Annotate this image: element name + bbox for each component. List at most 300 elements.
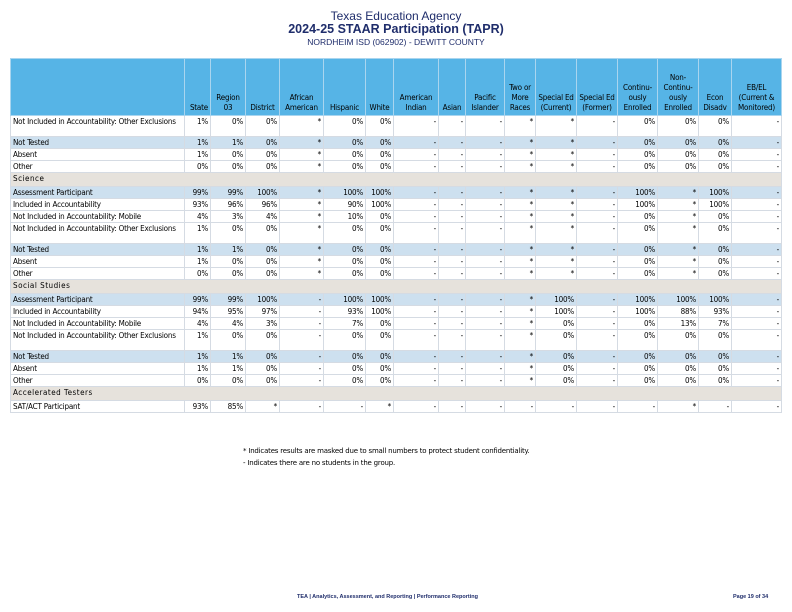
cell-value: 7%: [699, 318, 732, 330]
cell-value: 100%: [618, 187, 658, 199]
cell-value: -: [732, 256, 782, 268]
cell-value: *: [505, 199, 536, 211]
column-header: Two or More Races: [505, 59, 536, 116]
cell-value: -: [577, 137, 618, 149]
cell-value: -: [439, 244, 466, 256]
cell-value: 1%: [185, 149, 211, 161]
cell-value: 1%: [211, 363, 246, 375]
cell-value: -: [394, 199, 439, 211]
cell-value: 100%: [366, 306, 394, 318]
cell-value: -: [732, 137, 782, 149]
cell-value: 0%: [324, 244, 366, 256]
cell-value: -: [394, 256, 439, 268]
cell-value: *: [505, 244, 536, 256]
cell-value: -: [577, 375, 618, 387]
cell-value: 0%: [618, 375, 658, 387]
cell-value: 0%: [246, 375, 280, 387]
cell-value: 0%: [185, 268, 211, 280]
cell-value: -: [732, 149, 782, 161]
cell-value: 7%: [324, 318, 366, 330]
cell-value: 0%: [246, 268, 280, 280]
cell-value: -: [732, 330, 782, 351]
cell-value: -: [505, 401, 536, 413]
row-label: Not Included in Accountability: Other Exclusions: [11, 330, 185, 351]
column-header-label: [11, 59, 185, 116]
cell-value: 3%: [246, 318, 280, 330]
cell-value: *: [366, 401, 394, 413]
cell-value: -: [280, 306, 324, 318]
cell-value: *: [505, 306, 536, 318]
cell-value: 90%: [324, 199, 366, 211]
row-label: Absent: [11, 256, 185, 268]
cell-value: *: [505, 149, 536, 161]
table-row: [11, 116, 782, 137]
cell-value: *: [658, 256, 699, 268]
no-students-note: - Indicates there are no students in the group.: [243, 459, 396, 467]
cell-value: *: [505, 256, 536, 268]
cell-value: 94%: [185, 306, 211, 318]
cell-value: 0%: [246, 137, 280, 149]
district-name: NORDHEIM ISD (062902) - DEWITT COUNTY: [307, 37, 485, 47]
cell-value: 93%: [324, 306, 366, 318]
cell-value: *: [280, 268, 324, 280]
cell-value: 100%: [366, 187, 394, 199]
cell-value: -: [280, 401, 324, 413]
cell-value: -: [466, 375, 505, 387]
cell-value: -: [466, 149, 505, 161]
cell-value: -: [577, 256, 618, 268]
row-label: Other: [11, 375, 185, 387]
cell-value: *: [505, 268, 536, 280]
cell-value: 0%: [618, 161, 658, 173]
cell-value: -: [732, 268, 782, 280]
row-label: Included in Accountability: [11, 199, 185, 211]
cell-value: -: [732, 306, 782, 318]
cell-value: -: [577, 363, 618, 375]
cell-value: -: [577, 351, 618, 363]
cell-value: 0%: [366, 161, 394, 173]
cell-value: 0%: [699, 330, 732, 351]
cell-value: -: [439, 211, 466, 223]
cell-value: 93%: [185, 199, 211, 211]
cell-value: 93%: [185, 401, 211, 413]
row-label: Not Tested: [11, 137, 185, 149]
cell-value: -: [394, 149, 439, 161]
row-label: Not Included in Accountability: Mobile: [11, 211, 185, 223]
agency-name: Texas Education Agency: [330, 9, 462, 23]
cell-value: -: [466, 187, 505, 199]
cell-value: 0%: [366, 211, 394, 223]
cell-value: -: [577, 244, 618, 256]
cell-value: *: [505, 375, 536, 387]
cell-value: 0%: [211, 149, 246, 161]
cell-value: 0%: [618, 149, 658, 161]
cell-value: -: [439, 375, 466, 387]
cell-value: *: [505, 187, 536, 199]
cell-value: *: [505, 294, 536, 306]
cell-value: -: [394, 318, 439, 330]
cell-value: 99%: [185, 294, 211, 306]
cell-value: -: [577, 318, 618, 330]
cell-value: 100%: [324, 187, 366, 199]
column-header: Region 03: [211, 59, 246, 116]
cell-value: 88%: [658, 306, 699, 318]
cell-value: 0%: [366, 244, 394, 256]
cell-value: 0%: [699, 211, 732, 223]
cell-value: 0%: [366, 116, 394, 137]
row-label: Other: [11, 268, 185, 280]
cell-value: 0%: [246, 363, 280, 375]
cell-value: 100%: [536, 306, 577, 318]
cell-value: *: [280, 161, 324, 173]
cell-value: 0%: [618, 318, 658, 330]
table-row: [11, 268, 782, 280]
cell-value: -: [439, 294, 466, 306]
cell-value: -: [618, 401, 658, 413]
section-title: Science: [11, 173, 782, 187]
cell-value: 100%: [699, 187, 732, 199]
cell-value: 4%: [211, 318, 246, 330]
cell-value: 0%: [536, 330, 577, 351]
cell-value: -: [732, 244, 782, 256]
cell-value: 0%: [658, 351, 699, 363]
cell-value: 0%: [658, 137, 699, 149]
table-row: [11, 330, 782, 351]
cell-value: -: [732, 187, 782, 199]
cell-value: -: [280, 318, 324, 330]
cell-value: -: [466, 351, 505, 363]
cell-value: -: [394, 187, 439, 199]
cell-value: *: [505, 363, 536, 375]
cell-value: *: [505, 211, 536, 223]
cell-value: *: [536, 223, 577, 244]
column-header: Non-Continu-ously Enrolled: [658, 59, 699, 116]
cell-value: -: [466, 268, 505, 280]
cell-value: -: [439, 116, 466, 137]
cell-value: 0%: [618, 116, 658, 137]
cell-value: -: [466, 161, 505, 173]
row-label: Not Included in Accountability: Other Exclusions: [11, 116, 185, 137]
cell-value: *: [536, 149, 577, 161]
cell-value: -: [466, 199, 505, 211]
cell-value: *: [658, 199, 699, 211]
cell-value: 0%: [366, 363, 394, 375]
row-label: Not Tested: [11, 351, 185, 363]
cell-value: 0%: [618, 330, 658, 351]
cell-value: 3%: [211, 211, 246, 223]
column-header: White: [366, 59, 394, 116]
cell-value: 0%: [366, 330, 394, 351]
cell-value: *: [658, 187, 699, 199]
table-row: [11, 306, 782, 318]
cell-value: 0%: [618, 223, 658, 244]
cell-value: -: [466, 256, 505, 268]
table-row: [11, 256, 782, 268]
cell-value: 0%: [658, 116, 699, 137]
cell-value: 0%: [699, 137, 732, 149]
cell-value: 1%: [185, 330, 211, 351]
cell-value: -: [732, 401, 782, 413]
section-header-row: [11, 387, 782, 401]
cell-value: 0%: [658, 149, 699, 161]
column-header-row: [11, 59, 782, 116]
cell-value: 1%: [185, 363, 211, 375]
cell-value: 0%: [699, 351, 732, 363]
footer-credit: TEA | Analytics, Assessment, and Reporting | Performance Reporting: [297, 594, 478, 600]
cell-value: 100%: [658, 294, 699, 306]
cell-value: *: [280, 211, 324, 223]
column-header: American Indian: [394, 59, 439, 116]
table-row: [11, 211, 782, 223]
cell-value: 99%: [185, 187, 211, 199]
cell-value: -: [577, 161, 618, 173]
cell-value: -: [394, 211, 439, 223]
cell-value: -: [732, 223, 782, 244]
cell-value: -: [394, 294, 439, 306]
cell-value: 0%: [366, 351, 394, 363]
cell-value: -: [439, 187, 466, 199]
cell-value: -: [577, 268, 618, 280]
cell-value: 1%: [211, 351, 246, 363]
cell-value: 0%: [324, 363, 366, 375]
row-label: SAT/ACT Participant: [11, 401, 185, 413]
cell-value: 0%: [211, 256, 246, 268]
row-label: Not Included in Accountability: Mobile: [11, 318, 185, 330]
cell-value: 0%: [246, 256, 280, 268]
cell-value: 0%: [658, 330, 699, 351]
cell-value: *: [505, 330, 536, 351]
cell-value: *: [536, 161, 577, 173]
cell-value: 0%: [246, 149, 280, 161]
cell-value: -: [439, 137, 466, 149]
cell-value: -: [324, 401, 366, 413]
cell-value: -: [466, 211, 505, 223]
cell-value: *: [280, 223, 324, 244]
cell-value: 0%: [618, 137, 658, 149]
cell-value: -: [536, 401, 577, 413]
cell-value: -: [466, 223, 505, 244]
row-label: Assessment Participant: [11, 294, 185, 306]
cell-value: 0%: [618, 256, 658, 268]
cell-value: 99%: [211, 187, 246, 199]
cell-value: 0%: [536, 363, 577, 375]
cell-value: -: [439, 268, 466, 280]
table-row: [11, 244, 782, 256]
cell-value: 0%: [324, 149, 366, 161]
cell-value: *: [536, 116, 577, 137]
cell-value: *: [280, 187, 324, 199]
participation-table: [10, 58, 782, 413]
table-row: [11, 294, 782, 306]
cell-value: 0%: [246, 161, 280, 173]
cell-value: 0%: [246, 116, 280, 137]
row-label: Not Included in Accountability: Other Exclusions: [11, 223, 185, 244]
cell-value: 0%: [536, 375, 577, 387]
table-row: [11, 223, 782, 244]
cell-value: 99%: [211, 294, 246, 306]
table-row: [11, 199, 782, 211]
cell-value: 100%: [246, 187, 280, 199]
cell-value: -: [732, 211, 782, 223]
cell-value: *: [280, 149, 324, 161]
cell-value: *: [505, 223, 536, 244]
cell-value: *: [280, 137, 324, 149]
cell-value: *: [658, 401, 699, 413]
cell-value: -: [394, 244, 439, 256]
cell-value: *: [280, 199, 324, 211]
cell-value: 0%: [366, 223, 394, 244]
cell-value: *: [505, 137, 536, 149]
cell-value: *: [505, 161, 536, 173]
cell-value: -: [577, 330, 618, 351]
row-label: Absent: [11, 363, 185, 375]
cell-value: 0%: [699, 363, 732, 375]
cell-value: *: [536, 137, 577, 149]
cell-value: 0%: [366, 137, 394, 149]
cell-value: 100%: [699, 294, 732, 306]
cell-value: 1%: [211, 137, 246, 149]
cell-value: -: [394, 116, 439, 137]
section-header-row: [11, 280, 782, 294]
cell-value: *: [536, 268, 577, 280]
cell-value: 97%: [246, 306, 280, 318]
cell-value: 100%: [618, 199, 658, 211]
table-row: [11, 318, 782, 330]
row-label: Not Tested: [11, 244, 185, 256]
cell-value: 0%: [536, 351, 577, 363]
cell-value: 100%: [324, 294, 366, 306]
cell-value: 0%: [324, 161, 366, 173]
cell-value: 96%: [211, 199, 246, 211]
cell-value: 0%: [246, 244, 280, 256]
cell-value: 95%: [211, 306, 246, 318]
cell-value: 1%: [185, 223, 211, 244]
cell-value: *: [658, 223, 699, 244]
row-label: Included in Accountability: [11, 306, 185, 318]
row-label: Assessment Participant: [11, 187, 185, 199]
table-row: [11, 161, 782, 173]
cell-value: -: [394, 306, 439, 318]
cell-value: 0%: [618, 211, 658, 223]
cell-value: -: [394, 268, 439, 280]
section-title: Accelerated Testers: [11, 387, 782, 401]
cell-value: -: [732, 375, 782, 387]
table-row: [11, 137, 782, 149]
cell-value: -: [466, 306, 505, 318]
cell-value: 0%: [699, 116, 732, 137]
cell-value: -: [732, 294, 782, 306]
cell-value: 0%: [536, 318, 577, 330]
cell-value: 4%: [246, 211, 280, 223]
cell-value: *: [536, 244, 577, 256]
cell-value: -: [394, 137, 439, 149]
table-row: [11, 351, 782, 363]
cell-value: -: [466, 244, 505, 256]
cell-value: 0%: [211, 223, 246, 244]
cell-value: 0%: [246, 330, 280, 351]
cell-value: 0%: [618, 351, 658, 363]
cell-value: -: [394, 363, 439, 375]
cell-value: *: [505, 351, 536, 363]
cell-value: -: [732, 199, 782, 211]
cell-value: 0%: [699, 223, 732, 244]
cell-value: 0%: [246, 351, 280, 363]
cell-value: 4%: [185, 211, 211, 223]
cell-value: 0%: [699, 244, 732, 256]
cell-value: -: [439, 256, 466, 268]
cell-value: *: [280, 256, 324, 268]
cell-value: 0%: [324, 375, 366, 387]
column-header: Asian: [439, 59, 466, 116]
cell-value: -: [466, 363, 505, 375]
cell-value: -: [699, 401, 732, 413]
table-row: [11, 401, 782, 413]
column-header: State: [185, 59, 211, 116]
section-title: Social Studies: [11, 280, 782, 294]
cell-value: 0%: [658, 375, 699, 387]
cell-value: -: [732, 318, 782, 330]
cell-value: -: [439, 223, 466, 244]
cell-value: -: [439, 149, 466, 161]
cell-value: -: [577, 294, 618, 306]
cell-value: 100%: [618, 294, 658, 306]
cell-value: 0%: [211, 116, 246, 137]
cell-value: 13%: [658, 318, 699, 330]
cell-value: 10%: [324, 211, 366, 223]
cell-value: -: [394, 401, 439, 413]
cell-value: 0%: [618, 268, 658, 280]
cell-value: -: [439, 401, 466, 413]
cell-value: 0%: [699, 256, 732, 268]
cell-value: 0%: [324, 137, 366, 149]
cell-value: 0%: [699, 149, 732, 161]
cell-value: -: [466, 330, 505, 351]
column-header: Continu-ously Enrolled: [618, 59, 658, 116]
cell-value: -: [439, 351, 466, 363]
cell-value: -: [439, 306, 466, 318]
cell-value: 0%: [246, 223, 280, 244]
cell-value: 0%: [618, 244, 658, 256]
row-label: Other: [11, 161, 185, 173]
column-header: EB/EL (Current & Monitored): [732, 59, 782, 116]
cell-value: *: [280, 244, 324, 256]
cell-value: *: [658, 268, 699, 280]
cell-value: -: [577, 187, 618, 199]
cell-value: 0%: [658, 363, 699, 375]
cell-value: 0%: [185, 161, 211, 173]
cell-value: *: [536, 199, 577, 211]
cell-value: 0%: [324, 256, 366, 268]
cell-value: 1%: [211, 244, 246, 256]
page-number: Page 19 of 34: [733, 594, 769, 600]
cell-value: -: [439, 363, 466, 375]
table-row: [11, 149, 782, 161]
report-title: 2024-25 STAAR Participation (TAPR): [288, 22, 504, 36]
cell-value: -: [577, 211, 618, 223]
cell-value: *: [505, 318, 536, 330]
column-header: Special Ed (Current): [536, 59, 577, 116]
column-header: District: [246, 59, 280, 116]
cell-value: 0%: [618, 363, 658, 375]
cell-value: 96%: [246, 199, 280, 211]
cell-value: *: [536, 187, 577, 199]
cell-value: -: [439, 330, 466, 351]
cell-value: -: [577, 223, 618, 244]
cell-value: -: [577, 199, 618, 211]
column-header: Pacific Islander: [466, 59, 505, 116]
cell-value: 0%: [185, 375, 211, 387]
cell-value: 1%: [185, 244, 211, 256]
